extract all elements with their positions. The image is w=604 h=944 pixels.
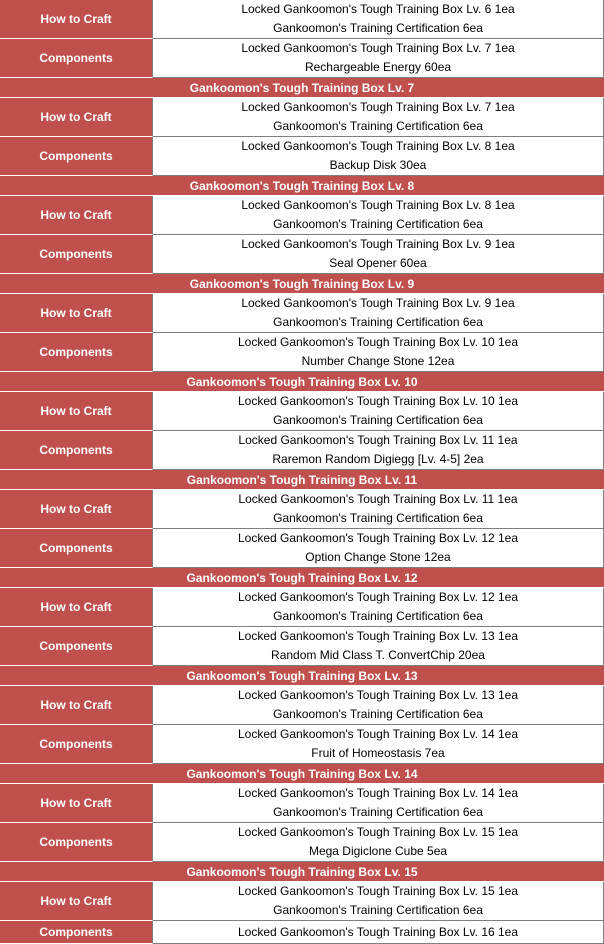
components-row [0,333,604,372]
value-line: Option Change Stone 12ea [305,550,451,564]
value-line: Locked Gankoomon's Tough Training Box Lv. 10 1ea [237,394,519,408]
section-header: Gankoomon's Tough Training Box Lv. 14 [0,764,604,784]
value-line: Locked Gankoomon's Tough Training Box Lv. 9 1ea [241,237,515,251]
section-header: Gankoomon's Tough Training Box Lv. 9 [0,274,604,294]
components-label: Components [0,627,153,666]
how-to-craft-row [0,294,604,333]
how-to-craft-label: How to Craft [0,294,153,333]
components-label: Components [0,39,153,78]
value-line: Locked Gankoomon's Tough Training Box Lv. 8 1ea [241,198,515,212]
how-to-craft-label: How to Craft [0,588,153,627]
value-line: Locked Gankoomon's Tough Training Box Lv. 7 1ea [241,41,515,55]
components-value [153,333,604,372]
how-to-craft-label: How to Craft [0,490,153,529]
how-to-craft-value [153,784,604,823]
components-label: Components [0,823,153,862]
components-label: Components [0,529,153,568]
value-line: Locked Gankoomon's Tough Training Box Lv. 11 1ea [238,492,518,506]
value-line: Locked Gankoomon's Tough Training Box Lv. 6 1ea [241,2,515,16]
components-label: Components [0,921,153,944]
value-line: Rechargeable Energy 60ea [304,60,452,74]
value-line: Gankoomon's Training Certification 6ea [273,413,483,427]
value-line: Locked Gankoomon's Tough Training Box Lv. 14 1ea [237,786,519,800]
value-line: Locked Gankoomon's Tough Training Box Lv. 12 1ea [237,531,519,545]
components-label: Components [0,235,153,274]
components-row [0,921,604,944]
components-value [153,921,604,944]
how-to-craft-label: How to Craft [0,392,153,431]
components-value [153,823,604,862]
components-value [153,39,604,78]
value-line: Seal Opener 60ea [329,256,427,270]
value-line: Locked Gankoomon's Tough Training Box Lv. 15 1ea [237,884,519,898]
how-to-craft-row [0,0,604,39]
value-line: Locked Gankoomon's Tough Training Box Lv. 14 1ea [237,727,519,741]
value-line: Gankoomon's Training Certification 6ea [273,21,483,35]
value-line: Gankoomon's Training Certification 6ea [273,217,483,231]
section-header: Gankoomon's Tough Training Box Lv. 11 [0,470,604,490]
how-to-craft-label: How to Craft [0,882,153,921]
how-to-craft-label: How to Craft [0,686,153,725]
components-row [0,823,604,862]
how-to-craft-value [153,588,604,627]
how-to-craft-label: How to Craft [0,784,153,823]
value-line: Random Mid Class T. ConvertChip 20ea [271,648,485,662]
components-row [0,725,604,764]
value-line: Locked Gankoomon's Tough Training Box Lv. 16 1ea [237,924,519,939]
how-to-craft-value [153,392,604,431]
how-to-craft-row [0,686,604,725]
how-to-craft-value [153,882,604,921]
how-to-craft-row [0,392,604,431]
section-header: Gankoomon's Tough Training Box Lv. 13 [0,666,604,686]
components-label: Components [0,725,153,764]
value-line: Locked Gankoomon's Tough Training Box Lv. 8 1ea [241,139,515,153]
components-value [153,529,604,568]
components-label: Components [0,137,153,176]
components-value [153,431,604,470]
section-header: Gankoomon's Tough Training Box Lv. 15 [0,862,604,882]
components-label: Components [0,333,153,372]
components-row [0,39,604,78]
value-line: Raremon Random Digiegg [Lv. 4-5] 2ea [272,452,484,466]
value-line: Gankoomon's Training Certification 6ea [273,707,483,721]
value-line: Gankoomon's Training Certification 6ea [273,903,483,917]
value-line: Locked Gankoomon's Tough Training Box Lv. 13 1ea [237,629,519,643]
value-line: Locked Gankoomon's Tough Training Box Lv. 13 1ea [237,688,519,702]
how-to-craft-value [153,294,604,333]
value-line: Locked Gankoomon's Tough Training Box Lv. 12 1ea [237,590,519,604]
value-line: Fruit of Homeostasis 7ea [311,746,445,760]
section-header: Gankoomon's Tough Training Box Lv. 7 [0,78,604,98]
how-to-craft-value [153,686,604,725]
how-to-craft-row [0,882,604,921]
how-to-craft-value [153,0,604,39]
how-to-craft-label: How to Craft [0,98,153,137]
how-to-craft-value [153,98,604,137]
section-header: Gankoomon's Tough Training Box Lv. 10 [0,372,604,392]
components-row [0,529,604,568]
how-to-craft-label: How to Craft [0,196,153,235]
components-label: Components [0,431,153,470]
how-to-craft-value [153,196,604,235]
value-line: Gankoomon's Training Certification 6ea [273,119,483,133]
value-line: Mega Digiclone Cube 5ea [308,844,448,858]
value-line: Gankoomon's Training Certification 6ea [273,315,483,329]
components-value [153,627,604,666]
value-line: Locked Gankoomon's Tough Training Box Lv. 15 1ea [237,825,519,839]
components-row [0,137,604,176]
value-line: Locked Gankoomon's Tough Training Box Lv. 11 1ea [238,433,518,447]
value-line: Gankoomon's Training Certification 6ea [273,805,483,819]
components-value [153,235,604,274]
value-line: Backup Disk 30ea [329,158,427,172]
how-to-craft-row [0,588,604,627]
how-to-craft-row [0,490,604,529]
how-to-craft-row [0,98,604,137]
components-value [153,725,604,764]
how-to-craft-label: How to Craft [0,0,153,39]
how-to-craft-row [0,196,604,235]
section-header: Gankoomon's Tough Training Box Lv. 8 [0,176,604,196]
how-to-craft-value [153,490,604,529]
components-row [0,235,604,274]
components-value [153,137,604,176]
how-to-craft-row [0,784,604,823]
components-row [0,431,604,470]
components-row [0,627,604,666]
value-line: Locked Gankoomon's Tough Training Box Lv. 9 1ea [241,296,515,310]
value-line: Gankoomon's Training Certification 6ea [273,609,483,623]
value-line: Locked Gankoomon's Tough Training Box Lv. 10 1ea [237,335,519,349]
value-line: Number Change Stone 12ea [301,354,455,368]
section-header: Gankoomon's Tough Training Box Lv. 12 [0,568,604,588]
value-line: Gankoomon's Training Certification 6ea [273,511,483,525]
value-line: Locked Gankoomon's Tough Training Box Lv. 7 1ea [241,100,515,114]
